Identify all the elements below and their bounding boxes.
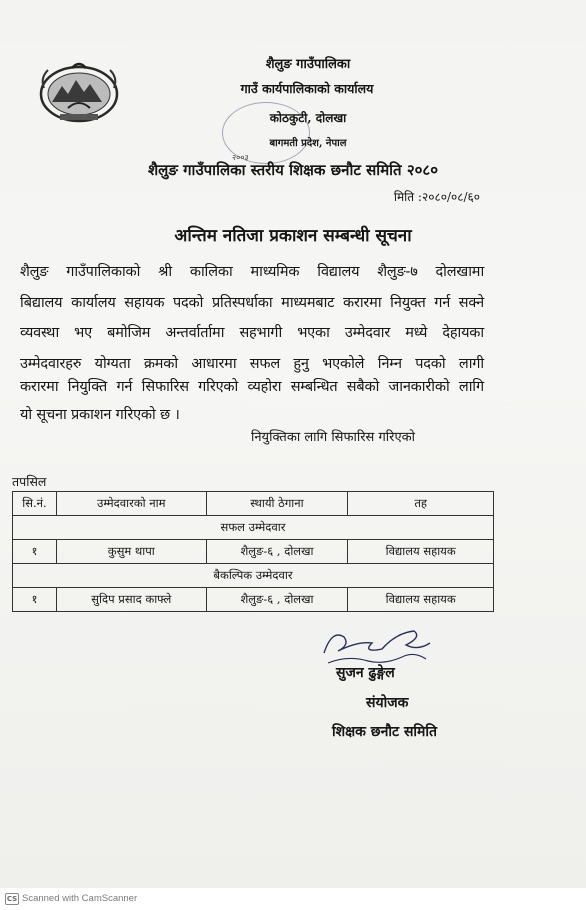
- province-name: बागमती प्रदेश, नेपाल: [269, 138, 347, 149]
- office-name: गाउँ कार्यपालिकाको कार्यालय: [240, 81, 374, 96]
- office-location: कोठकुटी, दोलखा: [269, 111, 347, 125]
- municipality-name: शैलुङ गाउँपालिका: [265, 57, 351, 72]
- section-label: बैकल्पिक उम्मेदवार: [13, 564, 494, 588]
- notice-title: अन्तिम नतिजा प्रकाशन सम्बन्धी सूचना: [174, 226, 412, 246]
- table-row: [13, 588, 494, 612]
- notice-body-line: उम्मेदवारहरु योग्यता क्रमको आधारमा सफल हुनु भएकोले निम्न पदको लागी: [20, 356, 484, 372]
- recommendation-heading: नियुक्तिका लागि सिफारिस गरिएको: [250, 430, 416, 445]
- notice-body-line: यो सूचना प्रकाशन गरिएको छ ।: [20, 407, 180, 423]
- cell-serial: १: [13, 540, 57, 564]
- header-serial: सि.नं.: [13, 492, 57, 516]
- notice-body-line: बिद्यालय कार्यालय सहायक पदको प्रतिस्पर्धाका माध्यमबाट करारमा नियुक्त गर्न सक्ने: [20, 295, 484, 311]
- notice-body-line: व्यवस्था भए बमोजिम अन्तर्वार्तामा सहभागी भएका उम्मेदवार मध्ये देहायका: [20, 325, 484, 341]
- stamp-number: २००३: [232, 153, 249, 162]
- header-name: उम्मेदवारको नाम: [56, 492, 206, 516]
- cell-name: कुसुम थापा: [56, 540, 206, 564]
- notice-body-line: शैलुङ गाउँपालिकाको श्री कालिका माध्यमिक विद्यालय शैलुङ-७ दोलखामा: [20, 264, 484, 280]
- section-row-alternate: [13, 564, 494, 588]
- cell-address: शैलुङ-६ , दोलखा: [206, 540, 348, 564]
- scanner-watermark: Scanned with CamScanner: [22, 893, 138, 904]
- camscanner-icon: CS: [6, 895, 18, 903]
- table-row: [13, 540, 494, 564]
- cell-name: सुदिप प्रसाद काफ्ले: [56, 588, 206, 612]
- header-address: स्थायी ठेगाना: [206, 492, 348, 516]
- header-level: तह: [348, 492, 494, 516]
- section-row-successful: [13, 516, 494, 540]
- notice-body-line: करारमा नियुक्ति गर्न सिफारिस गरिएको व्यहोरा सम्बन्धित सबैको जानकारीको लागि: [20, 379, 484, 395]
- results-table: [12, 491, 494, 612]
- signer-organization: शिक्षक छनौट समिति: [332, 724, 438, 740]
- signer-name: सुजन ढुङ्गेल: [336, 665, 395, 681]
- section-label: सफल उम्मेदवार: [13, 516, 494, 540]
- signer-role: संयोजक: [366, 695, 409, 711]
- cell-serial: १: [13, 588, 57, 612]
- cell-level: विद्यालय सहायक: [348, 540, 494, 564]
- cell-address: शैलुङ-६ , दोलखा: [206, 588, 348, 612]
- table-header-row: [13, 492, 494, 516]
- notice-date: मिति :२०८०/०८/६०: [393, 190, 480, 204]
- cell-level: विद्यालय सहायक: [348, 588, 494, 612]
- committee-title: शैलुङ गाउँपालिका स्तरीय शिक्षक छनौट समिति २०८०: [147, 161, 439, 179]
- table-caption: तपसिल: [12, 474, 47, 489]
